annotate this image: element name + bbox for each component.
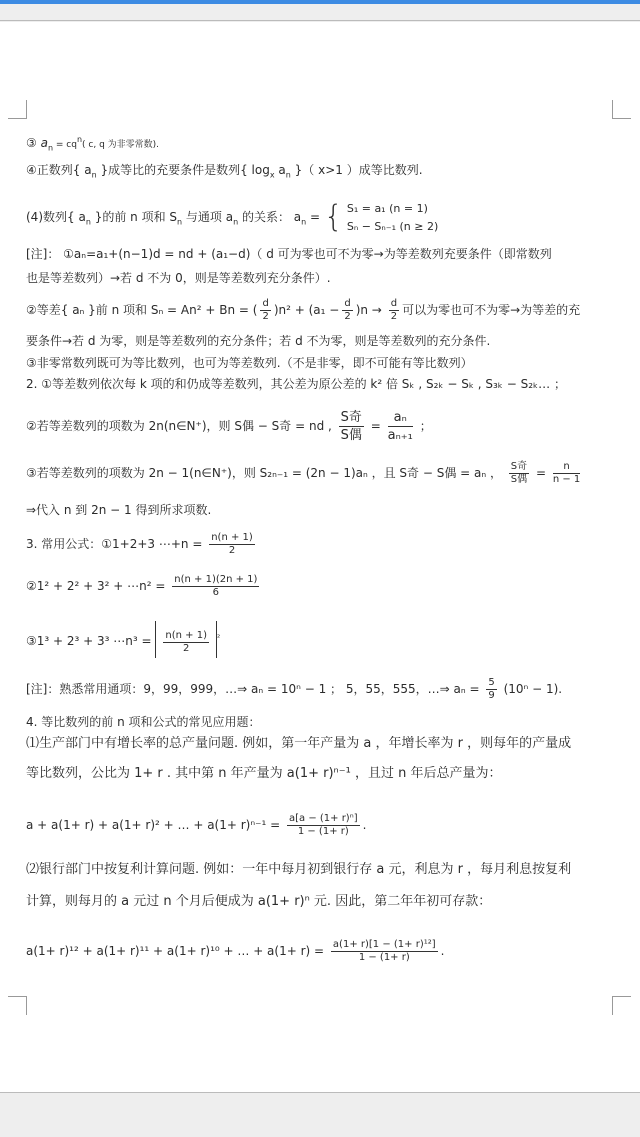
text-line-15: ③1³ + 2³ + 3³ ⋯n³ = $\frac{n(n + 1)}{2}$ $^{^2}$ bbox=[26, 618, 616, 658]
top-divider bbox=[0, 20, 640, 21]
text-line-5: 也是等差数列）→若 d 不为 0，则是等差数列充分条件）. bbox=[26, 271, 331, 285]
text-line-2: ④正数列{ $a_n$ }成等比的充要条件是数列{ $\log_x a_n$ }（ x>1 ）成等比数列. bbox=[26, 163, 423, 180]
cases-brace: { bbox=[323, 199, 344, 235]
text-line-19: 等比数列，公比为 1+ r . 其中第 n 年产量为 a(1+ r)ⁿ⁻¹ ，且过 n 年后总产量为： bbox=[26, 766, 502, 781]
top-accent-bar bbox=[0, 0, 640, 4]
text-line-6: ②等差{ aₙ }前 n 项和 Sₙ = An² + Bn = ( $\frac{d}{2}$ )n² + (a₁ − $\frac{d}{2}$ )n → $\frac{d}{2}$ 可以为零也可不为零→为等差的充 bbox=[26, 298, 581, 322]
crop-mark-top-right bbox=[612, 100, 631, 119]
text-line-9: 2. ①等差数列依次每 k 项的和仍成等差数列，其公差为原公差的 k² 倍 Sₖ , S₂ₖ − Sₖ , S₃ₖ − S₂ₖ… ； bbox=[26, 377, 566, 391]
text-line-21: ⑵银行部门中按复利计算问题. 例如：一年中每月初到银行存 a 元，利息为 r ，每月利息按复利 bbox=[26, 862, 572, 877]
text-line-8: ③非零常数列既可为等比数列，也可为等差数列.（不是非零，即不可能有等比数列） bbox=[26, 356, 473, 370]
text-line-23: a(1+ r)¹² + a(1+ r)¹¹ + a(1+ r)¹⁰ + … + a(1+ r) = $\frac{\text{a(1+ r)[1 − (1+ r)¹²]}}{1 - (1+ r)}$ . bbox=[26, 939, 445, 963]
text-line-13: 3. 常用公式：①1+2+3 ⋯+n = $\frac{n(n + 1)}{2}$ bbox=[26, 532, 253, 556]
text-line-14: ②1² + 2² + 3² + ⋯n² = $\frac{n(n + 1)(2n + 1)}{6}$ bbox=[26, 574, 258, 598]
text-line-7: 要条件→若 d 为零，则是等差数列的充分条件；若 d 不为零，则是等差数列的充分条件. bbox=[26, 334, 491, 348]
text-line-12: ⇒代入 n 到 2n − 1 得到所求项数. bbox=[26, 503, 212, 517]
square-bracket: $\frac{n(n + 1)}{2}$ bbox=[155, 621, 217, 659]
crop-mark-bottom-left bbox=[8, 996, 27, 1015]
text-line-22: 计算，则每月的 a 元过 n 个月后便成为 a(1+ r)ⁿ 元. 因此，第二年年初可存款： bbox=[26, 894, 492, 909]
text-line-11: ③若等差数列的项数为 2n − 1(n∈N⁺)，则 S₂ₙ₋₁ = (2n − 1)aₙ ，且 S奇 − S偶 = aₙ ， $\frac{\text{S奇}}{\text{S偶}}$ = $\frac{n}{n - 1}$ bbox=[26, 461, 581, 485]
text-line-4: [注]： ①aₙ=a₁+(n−1)d = nd + (a₁−d)（ d 可为零也可不为零→为等差数列充要条件（即常数列 bbox=[26, 247, 552, 261]
text-line-16: [注]：熟悉常用通项：9，99，999，…⇒ aₙ = 10ⁿ − 1 ； 5，55，555，…⇒ aₙ = $\frac{5}{9}$ (10ⁿ − 1). bbox=[26, 677, 563, 701]
text-line-3: (4)数列{ $a_n$ }的前 n 项和 $S_n$ 与通项 $a_n$ 的关系： $a_n$ = { S₁ = a₁ (n = 1) Sₙ − Sₙ₋₁ (n ≥ 2) bbox=[26, 199, 439, 235]
crop-mark-top-left bbox=[8, 100, 27, 119]
crop-mark-bottom-right bbox=[612, 996, 631, 1015]
text-line-10: ②若等差数列的项数为 2n(n∈N⁺)，则 S偶 − S奇 = nd , $\frac{\text{S奇}}{\text{S偶}}$ = $\frac{\text{aₙ}}{\text{aₙ₊₁}}$ ； bbox=[26, 410, 432, 443]
text-line-20: a + a(1+ r) + a(1+ r)² + … + a(1+ r)ⁿ⁻¹ = $\frac{\text{a[a − (1+ r)ⁿ]}}{1 - (1+ r)}$ . bbox=[26, 813, 367, 837]
text-line-18: ⑴生产部门中有增长率的总产量问题. 例如，第一年产量为 a ，年增长率为 r ，则每年的产量成 bbox=[26, 736, 572, 751]
text-line-1: ③ $a_n = cq^n$( c, q 为非零常数). bbox=[26, 135, 160, 153]
bottom-divider bbox=[0, 1092, 640, 1093]
cases-block: S₁ = a₁ (n = 1) Sₙ − Sₙ₋₁ (n ≥ 2) bbox=[346, 201, 439, 233]
text-line-17: 4. 等比数列的前 n 项和公式的常见应用题： bbox=[26, 715, 261, 729]
